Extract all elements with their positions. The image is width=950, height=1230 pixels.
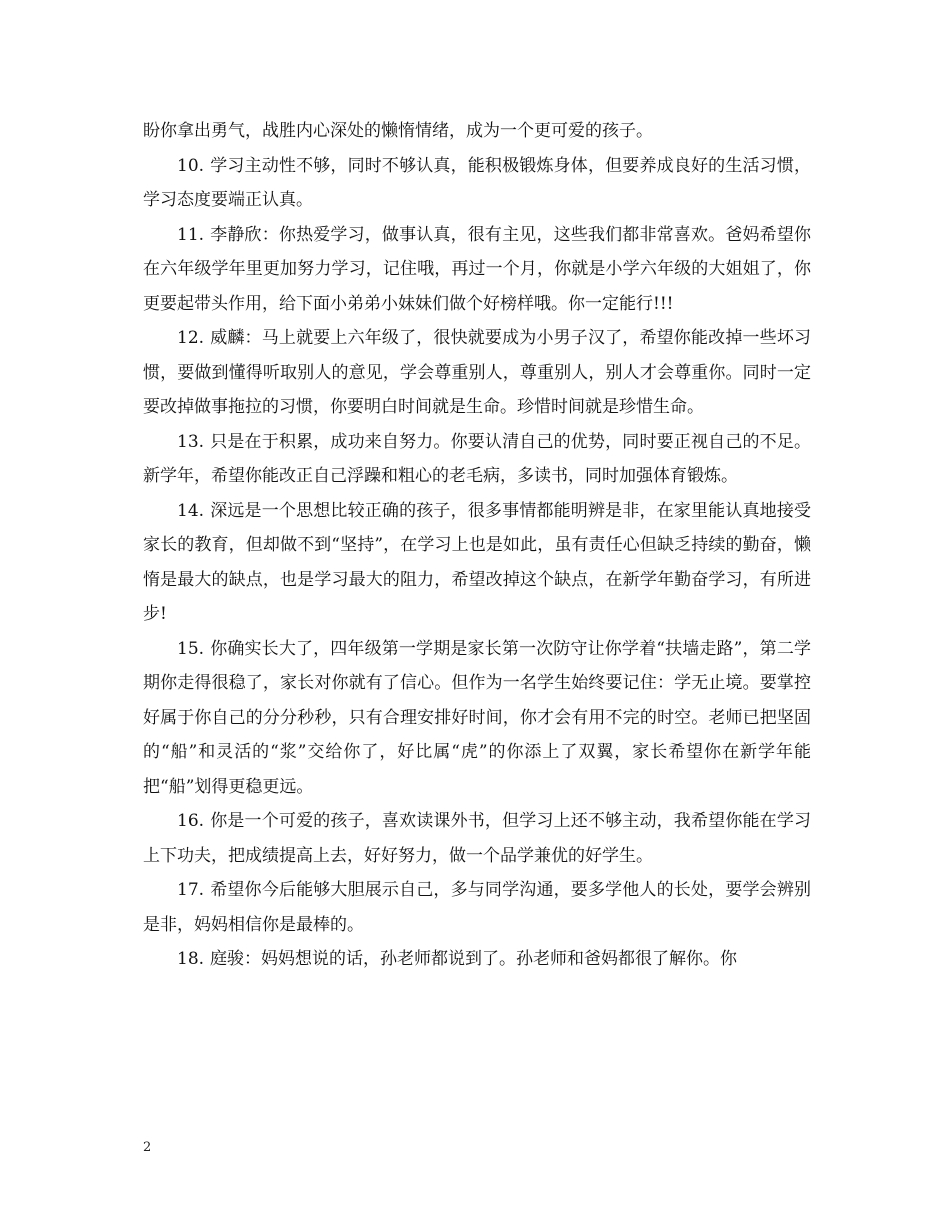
item-number: 18. [177,949,205,969]
paragraph-text: 盼你拿出勇气，战胜内心深处的懒惰情绪，成为一个更可爱的孩子。 [143,121,653,141]
item-number: 14. [177,500,205,521]
paragraph-item-10 [143,149,811,218]
item-number: 16. [177,811,205,831]
paragraph-item-17 [143,873,811,942]
paragraph-text: 学习主动性不够，同时不够认真，能积极锻炼身体，但要养成良好的生活习惯，学习态度要端正认真。 [143,155,811,210]
paragraph-item-16 [143,804,811,873]
page-number: 2 [143,1140,152,1155]
paragraph-text: 希望你今后能够大胆展示自己，多与同学沟通，要多学他人的长处，要学会辨别是非，妈妈相信你是最棒的。 [143,880,811,935]
paragraph-text: 李静欣：你热爱学习，做事认真，很有主见，这些我们都非常喜欢。爸妈希望你在六年级学年里更加努力学习，记住哦，再过一个月，你就是小学六年级的大姐姐了，你更要起带头作用，给下面小弟弟小妹妹们做个好榜样哦。你一定能行!!! [143,224,811,314]
paragraph-item-14 [143,494,811,632]
paragraph-item-11 [143,218,811,322]
paragraph-text: 深远是一个思想比较正确的孩子，很多事情都能明辨是非，在家里能认真地接受家长的教育，但却做不到“坚持”，在学习上也是如此，虽有责任心但缺乏持续的勤奋，懒惰是最大的缺点，也是学习最大的阻力，希望改掉这个缺点，在新学年勤奋学习，有所进步! [143,500,811,624]
item-number: 12. [177,328,205,348]
item-number: 17. [177,880,205,900]
paragraph-item-12 [143,321,811,425]
item-number: 11. [177,224,205,245]
paragraph-text: 只是在于积累，成功来自努力。你要认清自己的优势，同时要正视自己的不足。新学年，希望你能改正自己浮躁和粗心的老毛病，多读书，同时加强体育锻炼。 [143,431,811,486]
item-number: 15. [177,638,205,659]
item-number: 10. [177,155,205,176]
paragraph-text: 庭骏：妈妈想说的话，孙老师都说到了。孙老师和爸妈都很了解你。你 [210,949,738,969]
item-number: 13. [177,431,205,452]
paragraph-text: 威麟：马上就要上六年级了，很快就要成为小男子汉了，希望你能改掉一些坏习惯，要做到懂得听取别人的意见，学会尊重别人，尊重别人，别人才会尊重你。同时一定要改掉做事拖拉的习惯，你要明白时间就是生命。珍惜时间就是珍惜生命。 [143,328,811,417]
paragraph-item-15 [143,632,811,805]
paragraph-text: 你确实长大了，四年级第一学期是家长第一次防守让你学着“扶墙走路”，第二学期你走得很稳了，家长对你就有了信心。但作为一名学生始终要记住：学无止境。要掌控好属于你自己的分分秒秒，只有合理安排好时间，你才会有用不完的时空。老师已把坚固的“船”和灵活的“浆”交给你了，好比属“虎”的你添上了双翼，家长希望你在新学年能把“船”划得更稳更远。 [143,638,811,797]
paragraph-continuation [143,114,811,149]
paragraph-item-18 [143,942,811,977]
paragraph-item-13 [143,425,811,494]
document-body [143,114,811,977]
paragraph-text: 你是一个可爱的孩子，喜欢读课外书，但学习上还不够主动，我希望你能在学习上下功夫，把成绩提高上去，好好努力，做一个品学兼优的好学生。 [143,811,811,866]
